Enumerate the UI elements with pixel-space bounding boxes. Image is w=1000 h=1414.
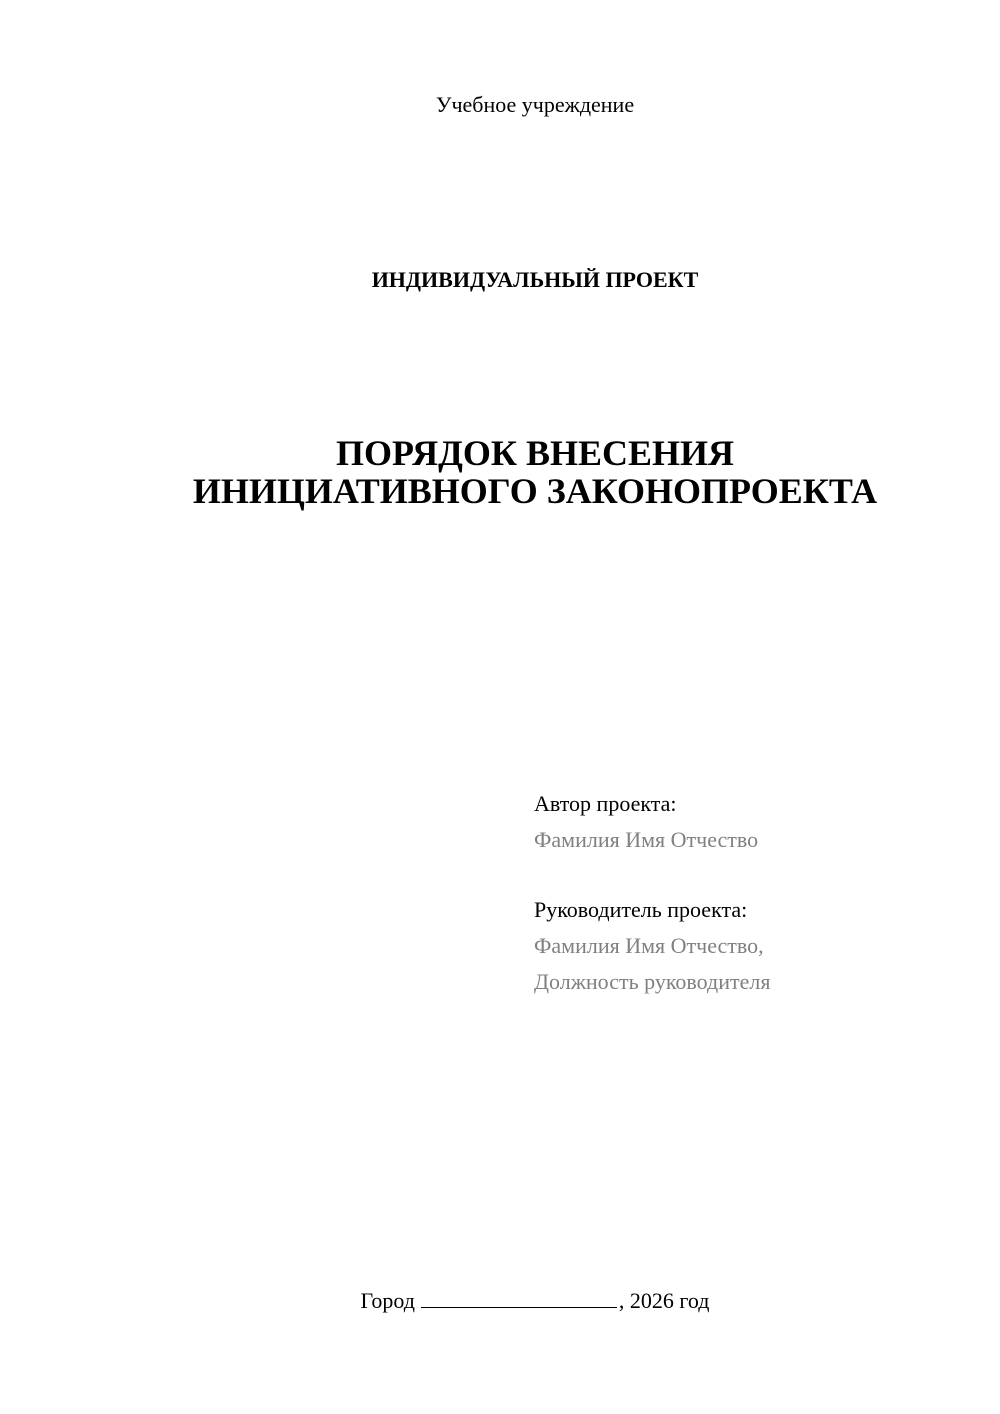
title-line-1: ПОРЯДОК ВНЕСЕНИЯ: [335, 433, 735, 473]
supervisor-label: Руководитель проекта:: [534, 897, 748, 922]
city-year-line: [70, 1288, 1000, 1314]
document-title: [70, 434, 1000, 510]
city-blank-line: [421, 1289, 617, 1308]
info-spacer: [534, 858, 974, 892]
author-label: Автор проекта:: [534, 791, 677, 816]
city-label: Город: [360, 1288, 415, 1313]
institution-name: Учебное учреждение: [435, 92, 635, 117]
supervisor-position: Должность руководителя: [534, 969, 771, 994]
document-type: ИНДИВИДУАЛЬНЫЙ ПРОЕКТ: [371, 267, 699, 292]
author-name: Фамилия Имя Отчество: [534, 827, 759, 852]
project-info-block: [534, 786, 974, 1000]
year-text: , 2026 год: [618, 1288, 710, 1313]
title-line-2: ИНИЦИАТИВНОГО ЗАКОНОПРОЕКТА: [192, 471, 878, 511]
supervisor-name: Фамилия Имя Отчество,: [534, 933, 764, 958]
